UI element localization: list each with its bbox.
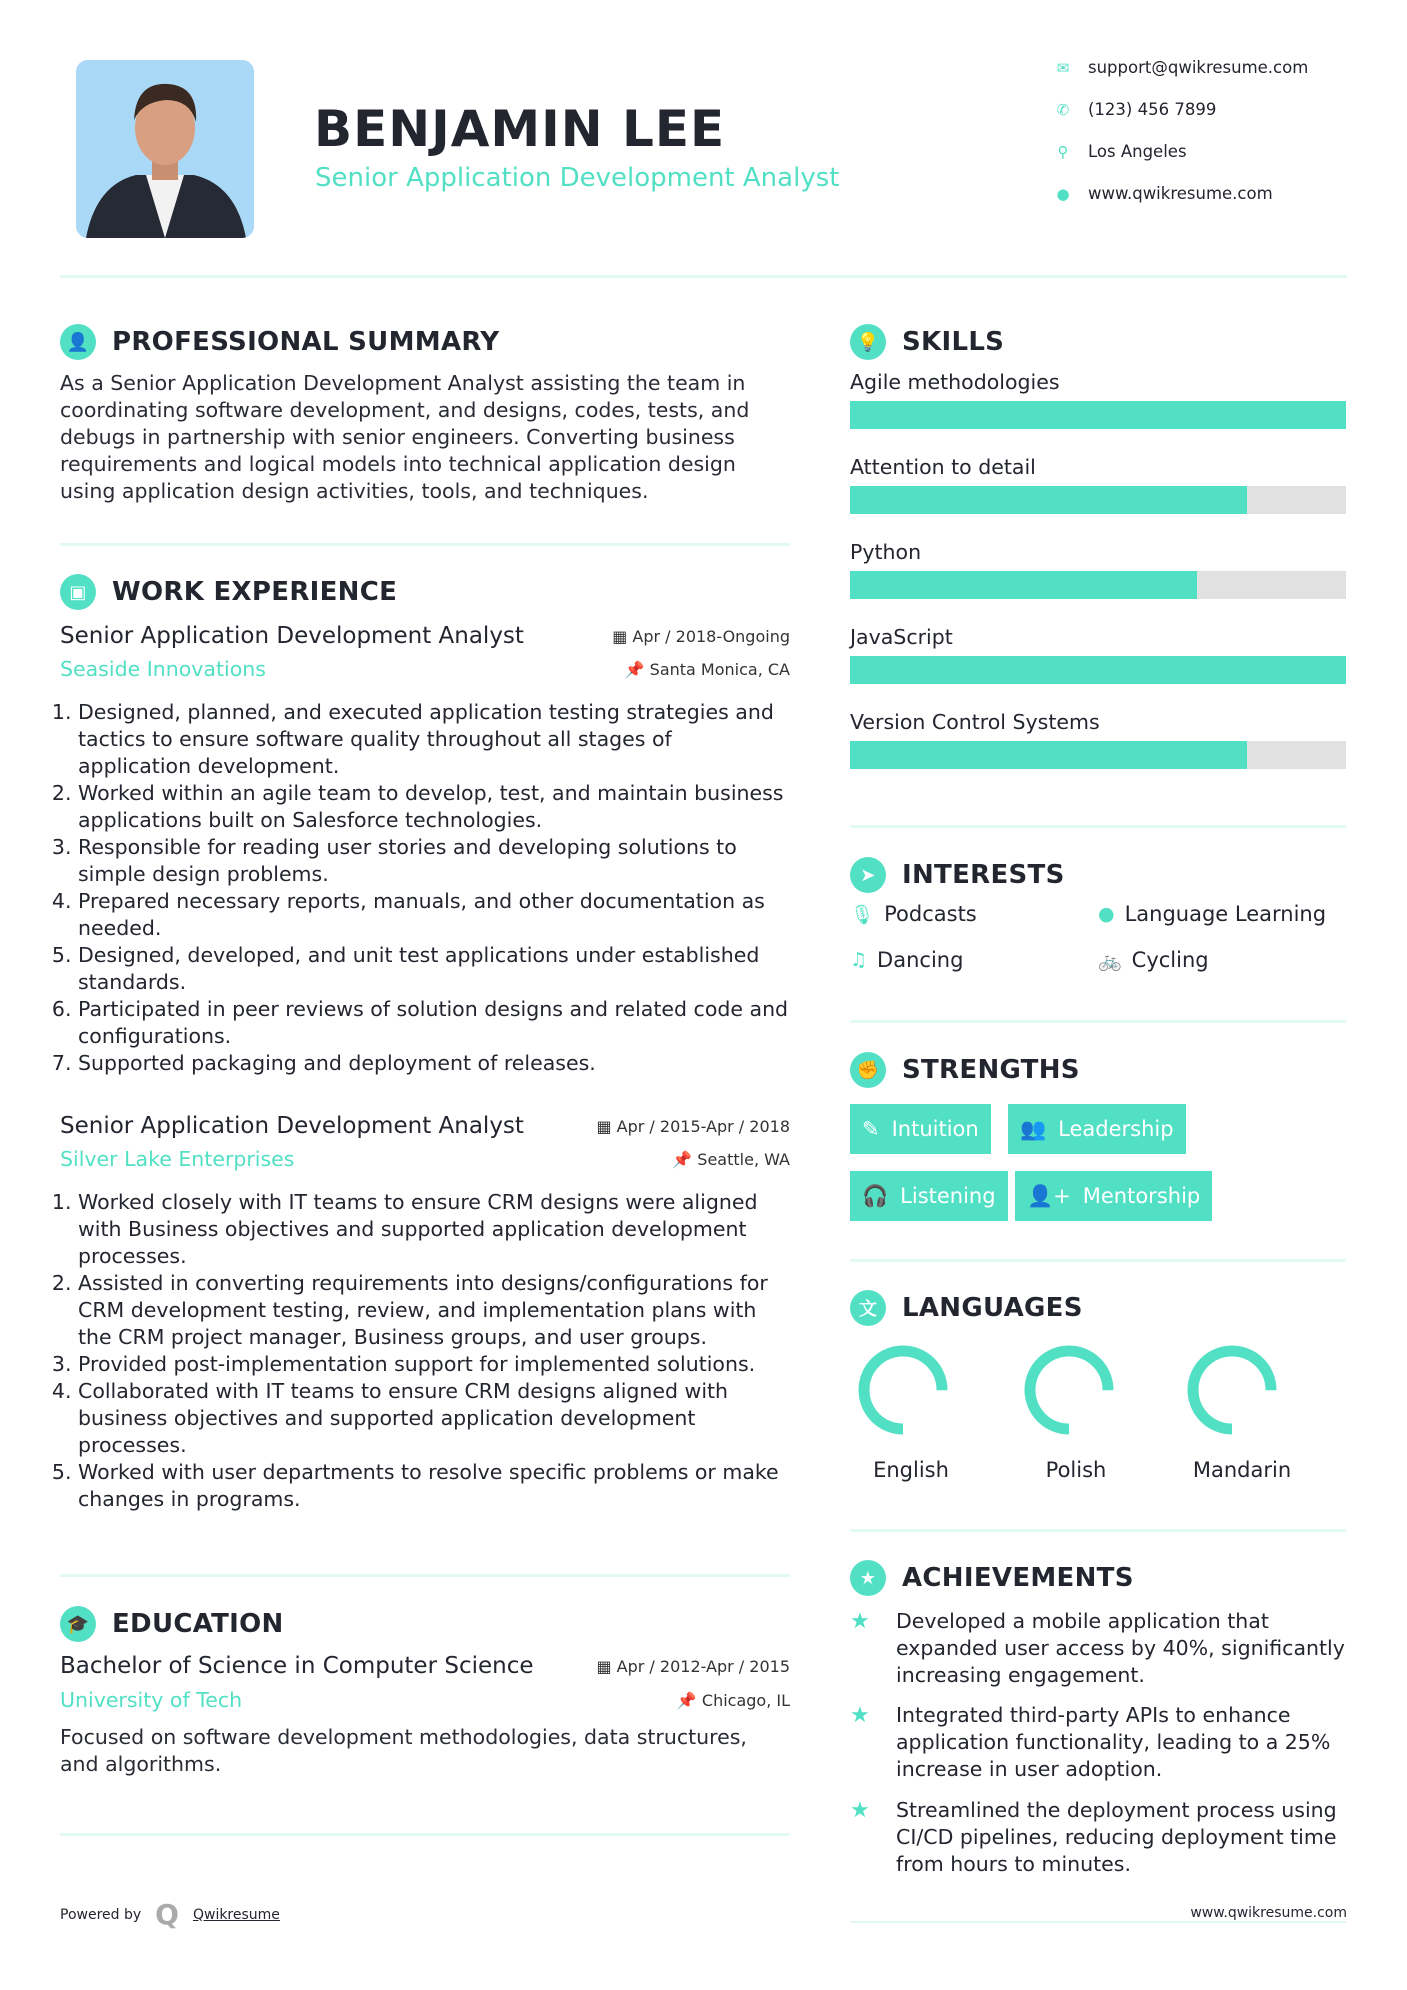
job-entry — [60, 620, 790, 1077]
job-date — [612, 627, 790, 646]
contact-text: Los Angeles — [1088, 142, 1187, 161]
contact-website[interactable] — [1054, 184, 1273, 203]
location-text: Santa Monica, CA — [649, 659, 790, 679]
achievement-text: Developed a mobile application that expanded user access by 40%, significantly increasing engagement. — [896, 1609, 1345, 1687]
bullet: 6. Participated in peer reviews of solution designs and related code and configurations. — [78, 996, 790, 1050]
interest-item — [850, 948, 963, 972]
bullet: 3. Provided post-implementation support for implemented solutions. — [78, 1351, 790, 1378]
tag-label: Leadership — [1058, 1117, 1174, 1141]
strength-tag — [850, 1104, 991, 1154]
bullet: 4. Collaborated with IT teams to ensure CRM designs aligned with business objectives and supported application development processes. — [78, 1378, 790, 1459]
contact-email[interactable] — [1054, 58, 1308, 77]
skill-label: JavaScript — [850, 625, 953, 649]
school-name: University of Tech — [60, 1688, 243, 1712]
skill-bar — [850, 741, 1346, 769]
strength-tag — [1008, 1104, 1186, 1154]
magic-wand-icon: ✎ — [862, 1117, 880, 1141]
skill-item — [850, 370, 1346, 455]
skill-label: Agile methodologies — [850, 370, 1060, 394]
achievement-item — [850, 1702, 1346, 1783]
skills-heading — [850, 324, 1004, 360]
contact-phone — [1054, 100, 1216, 119]
tag-label: Intuition — [891, 1117, 979, 1141]
language-rings — [850, 1340, 1346, 1450]
star-icon: ★ — [850, 1703, 870, 1728]
microphone-icon: 🎙 — [850, 903, 875, 926]
heading-text: SKILLS — [902, 327, 1005, 357]
bullet: 7. Supported packaging and deployment of releases. — [78, 1050, 790, 1077]
achievements-heading — [850, 1560, 1134, 1596]
language-label: English — [873, 1458, 949, 1482]
job-entry — [60, 1110, 790, 1513]
interests-heading — [850, 857, 1065, 893]
fist-icon: ✊ — [850, 1052, 886, 1088]
footer-website[interactable]: www.qwikresume.com — [1190, 1905, 1347, 1921]
divider — [60, 1574, 790, 1577]
language-ring — [864, 1351, 942, 1429]
divider — [850, 1529, 1346, 1532]
pin-icon: 📌 — [624, 659, 650, 679]
job-location — [672, 1150, 790, 1169]
job-date — [596, 1117, 790, 1136]
education-location — [677, 1691, 790, 1710]
heading-text: EDUCATION — [112, 1609, 284, 1639]
brand-link[interactable]: Qwikresume — [192, 1906, 280, 1923]
bullet: 1. Designed, planned, and executed application testing strategies and tactics to ensure software quality throughout all stages of application development. — [78, 699, 790, 780]
divider — [850, 1020, 1346, 1023]
divider — [850, 1921, 1346, 1923]
tag-label: Mentorship — [1082, 1184, 1201, 1208]
heading-text: ACHIEVEMENTS — [902, 1563, 1134, 1593]
interest-label: Podcasts — [884, 902, 977, 926]
skill-bar-fill — [850, 401, 1346, 429]
skill-bar-fill — [850, 656, 1346, 684]
calendar-icon: ▦ — [596, 1656, 617, 1676]
education-text: Focused on software development methodologies, data structures, and algorithms. — [60, 1725, 747, 1776]
language-ring — [1193, 1351, 1271, 1429]
profile-photo — [76, 60, 254, 238]
job-title: Senior Application Development Analyst — [60, 623, 524, 649]
powered-text: Powered by — [60, 1906, 142, 1923]
divider — [60, 1833, 790, 1836]
bullet: 5. Worked with user departments to resolve specific problems or make changes in programs. — [78, 1459, 790, 1513]
star-badge-icon: ★ — [850, 1560, 886, 1596]
contact-location — [1054, 142, 1187, 161]
envelope-icon: ✉ — [1056, 58, 1070, 77]
education-heading — [60, 1606, 284, 1642]
skill-item — [850, 710, 1346, 795]
interest-item — [850, 902, 977, 926]
date-text: Apr / 2018-Ongoing — [632, 626, 790, 646]
work-heading — [60, 574, 397, 610]
skill-label: Python — [850, 540, 922, 564]
job-bullets — [60, 1189, 790, 1513]
headphones-icon: 🎧 — [862, 1183, 889, 1208]
qwikresume-logo-icon: Q — [155, 1898, 179, 1931]
interest-item — [1098, 948, 1209, 972]
skill-bar — [850, 401, 1346, 429]
language-icon: 文 — [850, 1290, 886, 1326]
paper-plane-icon: ➤ — [850, 857, 886, 893]
globe-icon: ● — [1056, 184, 1070, 203]
skill-bar-fill — [850, 486, 1247, 514]
users-icon: 👥 — [1020, 1116, 1047, 1141]
interest-label: Language Learning — [1124, 902, 1327, 926]
powered-by — [60, 1898, 280, 1931]
heading-text: STRENGTHS — [902, 1055, 1080, 1085]
job-bullets — [60, 699, 790, 1077]
degree: Bachelor of Science in Computer Science — [60, 1653, 534, 1679]
skill-item — [850, 455, 1346, 540]
graduation-icon: 🎓 — [60, 1606, 96, 1642]
strengths-heading — [850, 1052, 1080, 1088]
header-divider — [60, 275, 1347, 278]
skill-bar — [850, 486, 1346, 514]
bullet: 1. Worked closely with IT teams to ensure CRM designs were aligned with Business objectives and supported application development processes. — [78, 1189, 790, 1270]
summary-text: As a Senior Application Development Analyst assisting the team in coordinating software development, and designs, codes, tests, and debugs in partnership with senior engineers. Converting business requirements and logical models into technical application design using application design activities, tools, and techniques. — [60, 371, 750, 503]
location-text: Chicago, IL — [701, 1690, 790, 1710]
phone-icon: ✆ — [1056, 100, 1070, 119]
strength-tag — [1015, 1171, 1212, 1221]
achievement-text: Streamlined the deployment process using CI/CD pipelines, reducing deployment time from hours to minutes. — [896, 1798, 1337, 1876]
language-ring — [1030, 1351, 1108, 1429]
interest-item — [1098, 902, 1326, 926]
candidate-name: BENJAMIN LEE — [314, 100, 726, 158]
divider — [60, 543, 790, 546]
education-entry — [60, 1650, 790, 1778]
calendar-icon: ▦ — [612, 626, 633, 646]
language-label: Polish — [1045, 1458, 1107, 1482]
skill-label: Attention to detail — [850, 455, 1036, 479]
achievement-item — [850, 1797, 1346, 1878]
star-icon: ★ — [850, 1798, 870, 1823]
bullet: 2. Worked within an agile team to develop, test, and maintain business applications built on Salesforce technologies. — [78, 780, 790, 834]
candidate-title: Senior Application Development Analyst — [315, 163, 840, 193]
skill-item — [850, 625, 1346, 710]
bullet: 4. Prepared necessary reports, manuals, and other documentation as needed. — [78, 888, 790, 942]
music-icon: ♫ — [850, 949, 868, 971]
map-marker-icon: ⚲ — [1057, 142, 1069, 161]
skill-label: Version Control Systems — [850, 710, 1100, 734]
pin-icon: 📌 — [672, 1149, 698, 1169]
contact-text: support@qwikresume.com — [1088, 58, 1309, 77]
pin-icon: 📌 — [676, 1690, 702, 1710]
interest-label: Dancing — [877, 948, 964, 972]
date-text: Apr / 2015-Apr / 2018 — [616, 1116, 790, 1136]
achievement-item — [850, 1608, 1346, 1689]
location-text: Seattle, WA — [697, 1149, 790, 1169]
skill-bar-fill — [850, 571, 1197, 599]
bullet: 2. Assisted in converting requirements into designs/configurations for CRM development testing, review, and implementation plans with the CRM project manager, Business groups, and user groups. — [78, 1270, 790, 1351]
job-title: Senior Application Development Analyst — [60, 1113, 524, 1139]
heading-text: LANGUAGES — [902, 1293, 1083, 1323]
skill-bar — [850, 571, 1346, 599]
skill-bar — [850, 656, 1346, 684]
lightbulb-icon: 💡 — [850, 324, 886, 360]
company-name: Silver Lake Enterprises — [60, 1147, 295, 1171]
star-icon: ★ — [850, 1609, 870, 1634]
briefcase-icon: ▣ — [60, 574, 96, 610]
date-text: Apr / 2012-Apr / 2015 — [616, 1656, 790, 1676]
heading-text: PROFESSIONAL SUMMARY — [112, 327, 500, 357]
summary-heading — [60, 324, 499, 360]
divider — [850, 1259, 1346, 1262]
tag-label: Listening — [900, 1184, 996, 1208]
achievement-text: Integrated third-party APIs to enhance application functionality, leading to a 25% increase in user adoption. — [896, 1703, 1331, 1781]
bicycle-icon: 🚲 — [1098, 949, 1122, 972]
strength-tag — [850, 1171, 1008, 1221]
skill-bar-fill — [850, 741, 1247, 769]
languages-heading — [850, 1290, 1083, 1326]
heading-text: WORK EXPERIENCE — [112, 577, 398, 607]
user-icon: 👤 — [60, 324, 96, 360]
contact-text: (123) 456 7899 — [1088, 100, 1217, 119]
language-label: Mandarin — [1192, 1458, 1292, 1482]
contact-text: www.qwikresume.com — [1088, 184, 1273, 203]
bullet: 3. Responsible for reading user stories and developing solutions to simple design problems. — [78, 834, 790, 888]
heading-text: INTERESTS — [902, 860, 1065, 890]
company-name: Seaside Innovations — [60, 657, 266, 681]
education-date — [596, 1657, 790, 1676]
globe-icon: ● — [1098, 903, 1115, 925]
skill-item — [850, 540, 1346, 625]
divider — [850, 825, 1346, 828]
bullet: 5. Designed, developed, and unit test applications under established standards. — [78, 942, 790, 996]
skills-list — [850, 370, 1346, 795]
job-location — [625, 660, 790, 679]
user-plus-icon: 👤+ — [1027, 1183, 1071, 1208]
interest-label: Cycling — [1131, 948, 1209, 972]
calendar-icon: ▦ — [596, 1116, 617, 1136]
